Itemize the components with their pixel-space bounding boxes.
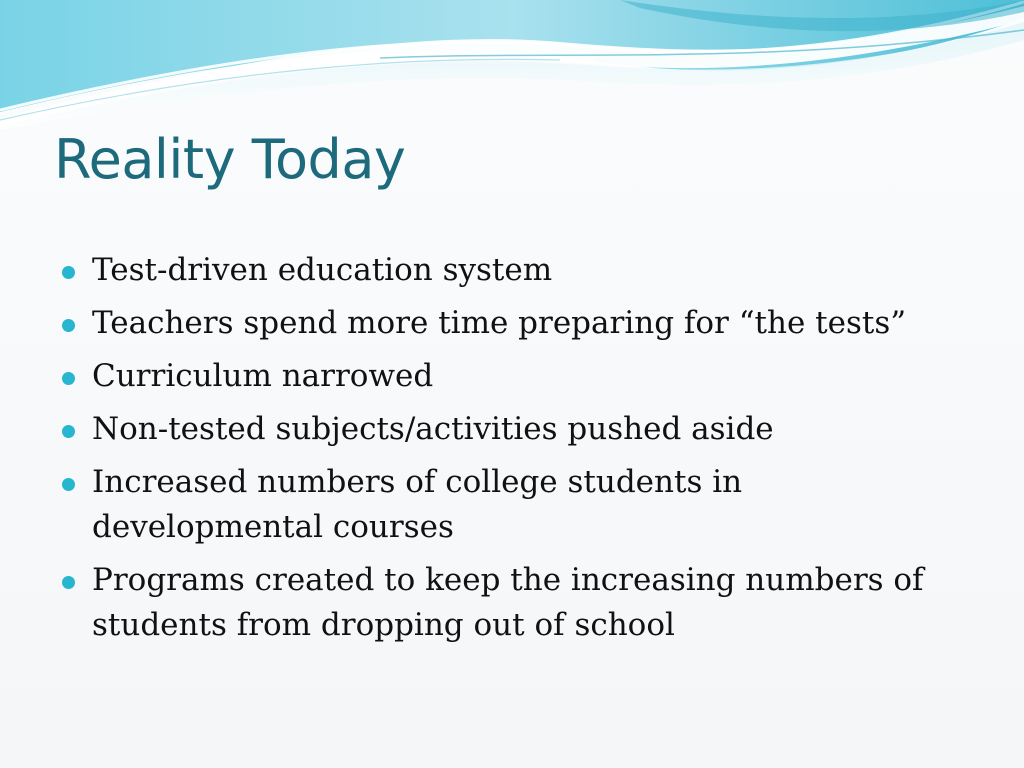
bullet-item: [62, 460, 962, 550]
bullet-item: [62, 407, 962, 452]
slide-title: Reality Today: [54, 128, 406, 191]
bullet-text: Increased numbers of college students in developmental courses: [92, 464, 743, 545]
bullet-text: Programs created to keep the increasing numbers of students from dropping out of school: [92, 562, 924, 643]
bullet-dot-icon: [62, 372, 75, 385]
bullet-text: Non-tested subjects/activities pushed aside: [92, 411, 774, 447]
bullet-dot-icon: [62, 266, 75, 279]
bullet-item: [62, 301, 962, 346]
bullet-dot-icon: [62, 576, 75, 589]
bullet-text: Curriculum narrowed: [92, 358, 434, 394]
bullet-dot-icon: [62, 425, 75, 438]
bullet-dot-icon: [62, 319, 75, 332]
bullet-list: [62, 248, 962, 656]
decorative-wave-header: [0, 0, 1024, 130]
bullet-dot-icon: [62, 478, 75, 491]
bullet-text: Teachers spend more time preparing for “the tests”: [92, 305, 907, 341]
bullet-item: [62, 558, 962, 648]
bullet-item: [62, 354, 962, 399]
bullet-item: [62, 248, 962, 293]
bullet-text: Test-driven education system: [92, 252, 553, 288]
